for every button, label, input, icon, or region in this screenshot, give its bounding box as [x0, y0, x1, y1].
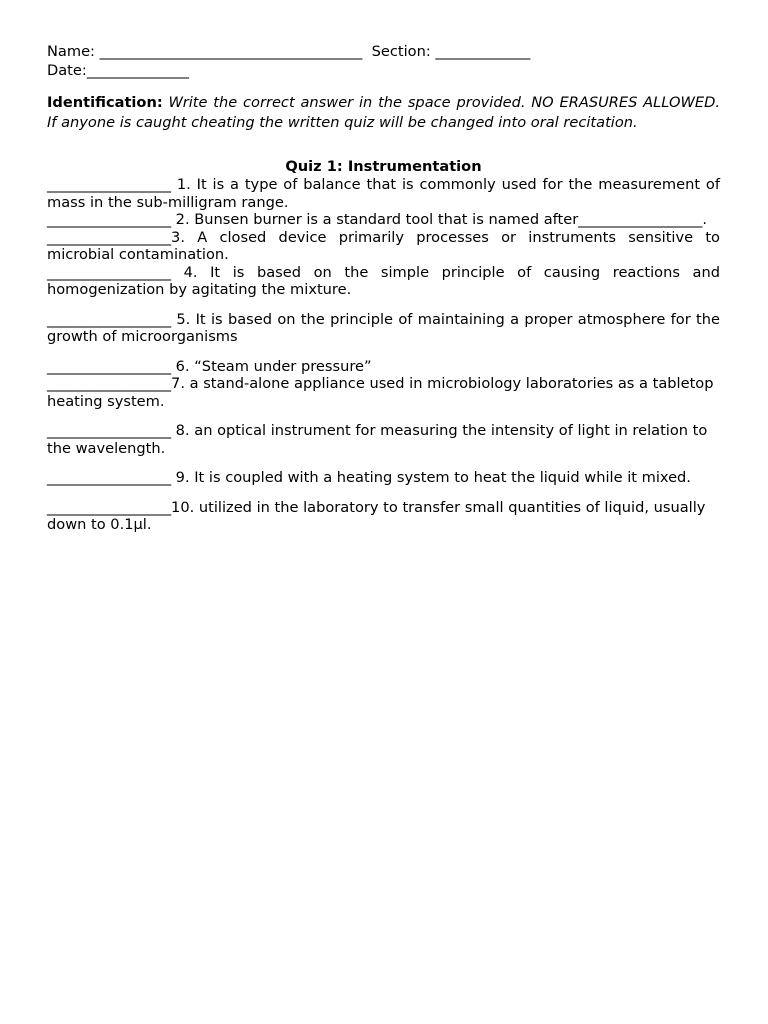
section-label: Section: [371, 43, 431, 60]
quiz-item-9 [47, 469, 720, 487]
question-text-9: 9. It is coupled with a heating system to heat the liquid while it mixed. [171, 469, 691, 486]
name-section-row [47, 42, 720, 61]
question-text-1: 1. It is a type of balance that is commonly used for the measurement of mass in the sub-milligram range. [47, 176, 720, 211]
name-field[interactable]: ____________________________________ [99, 43, 363, 60]
instructions-body: Write the correct answer in the space provided. NO ERASURES ALLOWED. If anyone is caught cheating the written quiz will be changed into oral recitation. [47, 94, 720, 131]
question-text-4: 4. It is based on the simple principle of causing reactions and homogenization by agitating the mixture. [47, 263, 720, 298]
answer-blank-7[interactable]: _________________ [47, 375, 172, 392]
answer-blank-9[interactable]: _________________ [47, 469, 172, 486]
quiz-item-5 [47, 311, 720, 346]
quiz-title: Quiz 1: Instrumentation [285, 158, 482, 175]
date-label: Date: [47, 62, 87, 79]
question-text-10: 10. utilized in the laboratory to transfer small quantities of liquid, usually down to 0.1µl. [47, 498, 706, 533]
instructions [47, 93, 720, 132]
quiz-item-8 [47, 422, 720, 457]
quiz-page [47, 42, 720, 534]
section-field[interactable]: _____________ [435, 43, 531, 60]
answer-blank-2[interactable]: _________________ [47, 211, 172, 228]
quiz-item-6 [47, 358, 720, 376]
quiz-item-10 [47, 499, 720, 534]
quiz-item-3 [47, 229, 720, 264]
question-text-6: 6. “Steam under pressure” [171, 357, 372, 375]
answer-blank-8[interactable]: _________________ [47, 422, 172, 439]
quiz-item-2 [47, 211, 720, 229]
quiz-item-7 [47, 375, 720, 410]
answer-blank-5[interactable]: _________________ [47, 310, 172, 328]
question-text-5: 5. It is based on the principle of maintaining a proper atmosphere for the growth of microorganisms [47, 310, 720, 345]
question-text-3: 3. A closed device primarily processes or instruments sensitive to microbial contamination. [47, 228, 720, 263]
answer-blank-4[interactable]: _________________ [47, 263, 172, 281]
question-text-8: 8. an optical instrument for measuring the intensity of light in relation to the wavelength. [47, 422, 708, 457]
question-text-2: 2. Bunsen burner is a standard tool that is named after [171, 211, 579, 228]
answer-blank-1[interactable]: _________________ [47, 176, 172, 193]
date-row [47, 61, 720, 80]
instructions-lead: Identification: [47, 94, 163, 111]
quiz-item-1 [47, 176, 720, 211]
quiz-item-4 [47, 264, 720, 299]
answer-blank-2b[interactable]: _________________. [578, 211, 707, 228]
answer-blank-6[interactable]: _________________ [47, 357, 172, 375]
answer-blank-3[interactable]: _________________ [47, 228, 172, 246]
name-label: Name: [47, 43, 95, 60]
date-field[interactable]: ______________ [86, 62, 189, 79]
question-text-7: 7. a stand-alone appliance used in microbiology laboratories as a tabletop heating system. [47, 375, 714, 410]
answer-blank-10[interactable]: _________________ [47, 498, 172, 516]
